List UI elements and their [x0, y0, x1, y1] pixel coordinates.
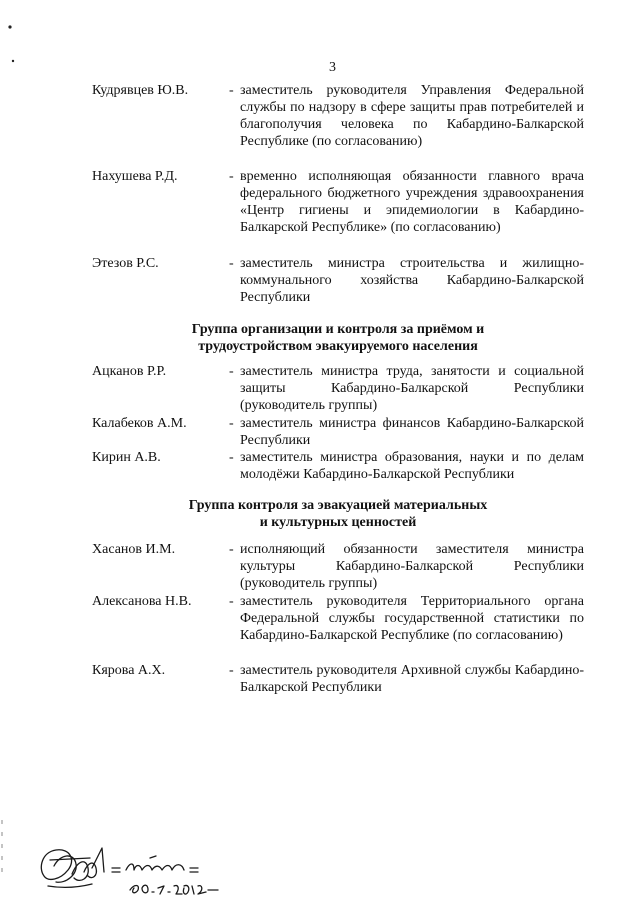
- member-position: исполняющий обязанности заместителя министра культуры Кабардино-Балкарской Республики (руководитель группы): [240, 542, 584, 591]
- page-number: 3: [329, 60, 336, 75]
- member-name: Кирин А.В.: [92, 450, 161, 465]
- group-heading-line: трудоустройством эвакуируемого населения: [198, 339, 478, 354]
- member-name: Этезов Р.С.: [92, 256, 159, 271]
- member-position: временно исполняющая обязанности главного врача федерального бюджетного учреждения здравоохранения «Центр гигиены и эпидемиологии в Кабардино-Балкарской Республике» (по согласованию): [240, 169, 584, 235]
- member-name: Кярова А.Х.: [92, 663, 166, 678]
- group-heading: [92, 321, 584, 355]
- dash: -: [229, 83, 234, 98]
- dash: -: [229, 256, 234, 271]
- member-name: Нахушева Р.Д.: [92, 169, 178, 184]
- member-position: заместитель министра финансов Кабардино-Балкарской Республики: [240, 416, 584, 448]
- member-name: Кудрявцев Ю.В.: [92, 83, 189, 98]
- group-heading-line: и культурных ценностей: [259, 515, 417, 530]
- handwritten-signature: [30, 838, 260, 898]
- dash: -: [229, 450, 234, 465]
- member-position: заместитель министра строительства и жилищно-коммунального хозяйства Кабардино-Балкарской Республики: [240, 256, 584, 305]
- member-position: заместитель министра труда, занятости и социальной защиты Кабардино-Балкарской Республики (руководитель группы): [240, 364, 584, 413]
- dash: -: [229, 594, 234, 609]
- group-heading-line: Группа организации и контроля за приёмом и: [191, 322, 485, 337]
- dash: -: [229, 542, 234, 557]
- member-name: Хасанов И.М.: [92, 542, 176, 557]
- member-position: заместитель руководителя Архивной службы Кабардино-Балкарской Республики: [240, 663, 584, 695]
- member-position: заместитель министра образования, науки и по делам молодёжи Кабардино-Балкарской Республики: [240, 450, 584, 482]
- member-name: Ацканов Р.Р.: [92, 364, 167, 379]
- member-name: Калабеков А.М.: [92, 416, 187, 431]
- member-position: заместитель руководителя Управления Федеральной службы по надзору в сфере защиты прав потребителей и благополучия человека по Кабардино-Балкарской Республике (по согласованию): [240, 83, 584, 149]
- dash: -: [229, 169, 234, 184]
- member-name: Алексанова Н.В.: [92, 594, 192, 609]
- group-heading: [92, 497, 584, 531]
- group-heading-line: Группа контроля за эвакуацией материальных: [188, 498, 488, 513]
- dash: -: [229, 364, 234, 379]
- dash: -: [229, 663, 234, 678]
- dash: -: [229, 416, 234, 431]
- member-position: заместитель руководителя Территориального органа Федеральной службы государственной статистики по Кабардино-Балкарской Республике (по согласованию): [240, 594, 584, 643]
